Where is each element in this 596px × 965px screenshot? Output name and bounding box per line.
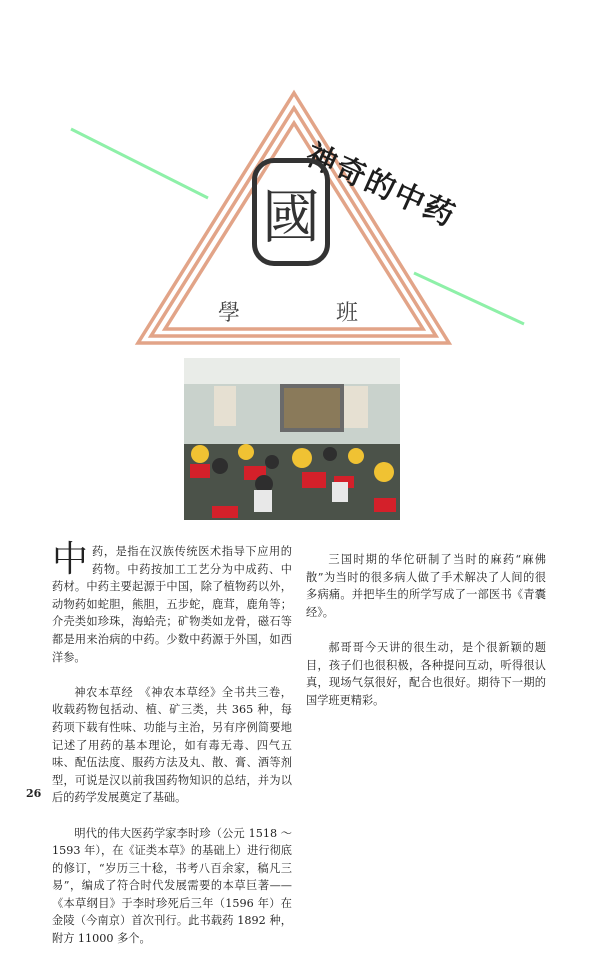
- guo-seal-icon: 國: [252, 158, 330, 266]
- seal-ban-char: 班: [336, 301, 359, 326]
- paragraph-5: 郝哥哥今天讲的很生动，是个很新颖的题目，孩子们也很积极，各种提问互动，听得很认真，现场气氛很好，配合也很好。期待下一期的国学班更精彩。: [306, 640, 546, 707]
- paragraph-1: 中药，是指在汉族传统医术指导下应用的药物。中药按加工工艺分为中成药、中药材。中药主要起源于中国，除了植物药以外，动物药如蛇胆，熊胆，五步蛇，鹿茸，鹿角等；介壳类如珍珠，海蛤壳；矿物类如龙骨，磁石等都是用来治病的中药。少数中药源于外国，如西洋参。: [52, 539, 292, 664]
- page-title: 神奇的中药: [300, 137, 461, 235]
- paragraph-2: 神农本草经 《神农本草经》全书共三卷，收载药物包括动、植、矿三类，共 365 种，每药项下载有性味、功能与主治，另有序例简要地记述了用药的基本理论，如有毒无毒、四气五味、配伍法度、服药方法及丸、散、膏、酒等剂型，可说是汉以前我国药物知识的总结，并为以后的药学发展奠定了基础。: [52, 685, 292, 805]
- seal-xue-char: 學: [218, 301, 241, 326]
- paragraph-3: 明代的伟大医药学家李时珍（公元 1518 ～ 1593 年），在《证类本草》的基础上）进行彻底的修订，“岁历三十稔，书考八百余家，稿凡三易”，编成了符合时代发展需要的本草巨著——《本草纲目》于李时珍死后三年（1596 年）在金陵（今南京）首次刊行。此书载药 1892 种，附方 11000 多个。: [52, 826, 292, 946]
- article-column-right: [306, 543, 546, 727]
- green-line-left: [71, 129, 208, 198]
- paragraph-4: 三国时期的华佗研制了当时的麻药“麻佛散”为当时的很多病人做了手术解决了人间的很多病痛。并把毕生的所学写成了一部医书《青囊经》。: [306, 553, 546, 619]
- dropcap-char: 中: [52, 539, 89, 580]
- article-column-left: [52, 539, 292, 965]
- page-number: 26: [26, 787, 42, 800]
- classroom-photo: [184, 358, 400, 520]
